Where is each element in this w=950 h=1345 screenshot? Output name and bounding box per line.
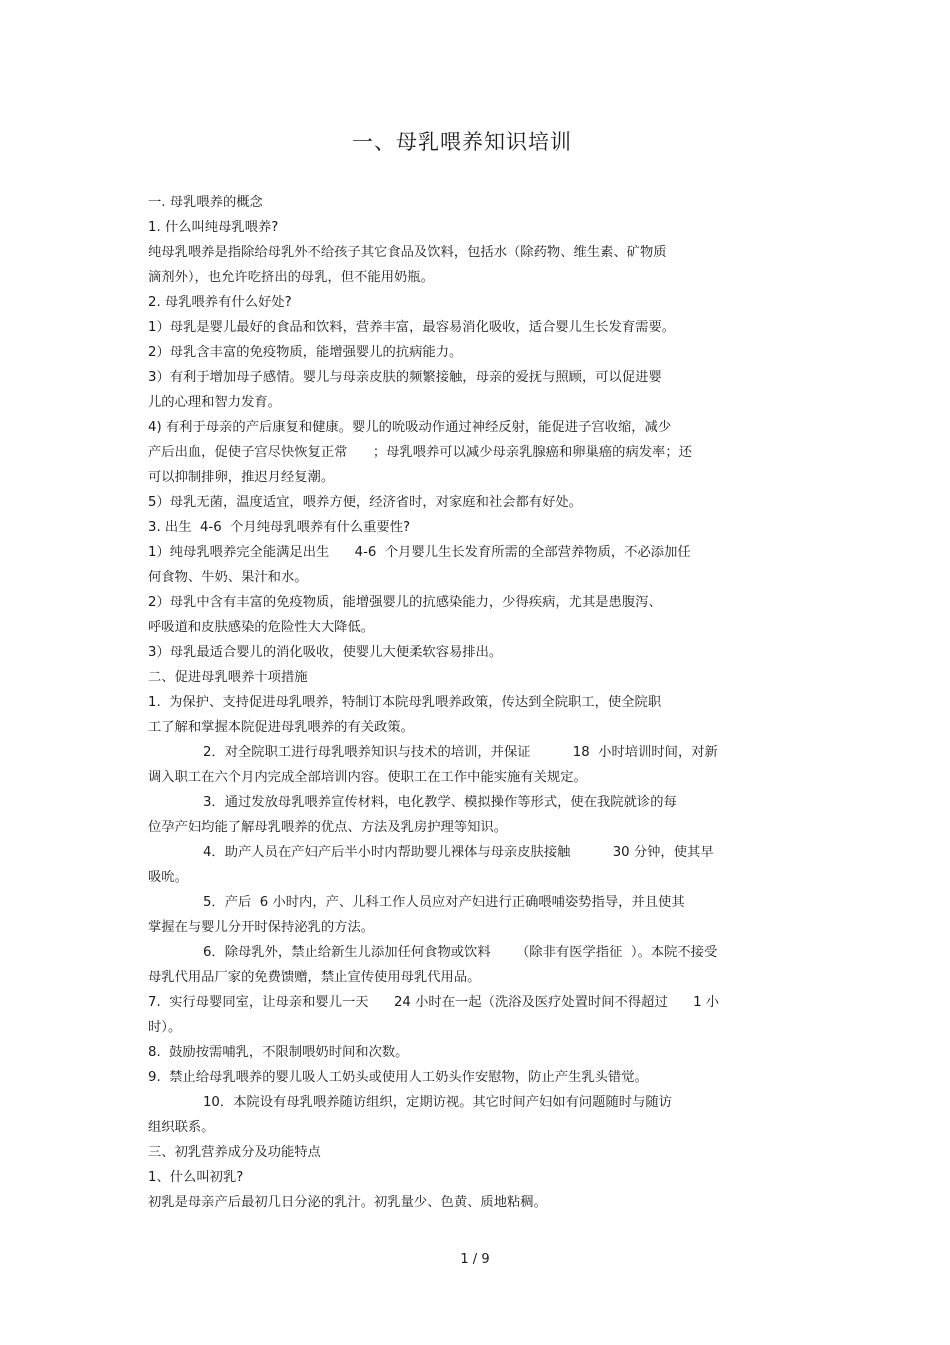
text-line: 7. 实行母婴同室，让母亲和婴儿一天 24 小时在一起（洗浴及医疗处置时间不得超过 1 小: [148, 995, 720, 1010]
text-line: 产后出血，促使子宫尽快恢复正常 ；母乳喂养可以减少母亲乳腺癌和卵巢癌的病发率；还: [148, 445, 692, 460]
text-line: 呼吸道和皮肤感染的危险性大大降低。: [148, 620, 375, 635]
text-line: 吸吮。: [148, 870, 188, 885]
text-line: 滴剂外），也允许吃挤出的母乳，但不能用奶瓶。: [148, 270, 434, 285]
text-line: 1、什么叫初乳?: [148, 1170, 244, 1185]
text-line: 4) 有利于母亲的产后康复和健康。婴儿的吮吸动作通过神经反射，能促进子宫收缩，减少: [148, 420, 672, 435]
text-line: 可以抑制排卵，推迟月经复潮。: [148, 470, 335, 485]
text-line: 调入职工在六个月内完成全部培训内容。使职工在工作中能实施有关规定。: [148, 770, 587, 785]
text-line: 6．除母乳外，禁止给新生儿添加任何食物或饮料 （除非有医学指征 ）。本院不接受: [148, 945, 718, 960]
text-line: 2. 母乳喂养有什么好处?: [148, 295, 292, 310]
text-line: 9. 禁止给母乳喂养的婴儿吸人工奶头或使用人工奶头作安慰物，防止产生乳头错觉。: [148, 1070, 648, 1085]
text-line: 1. 为保护、支持促进母乳喂养，特制订本院母乳喂养政策，传达到全院职工，使全院职: [148, 695, 662, 710]
text-line: 4．助产人员在产妇产后半小时内帮助婴儿裸体与母亲皮肤接触 30 分钟，使其早: [148, 845, 714, 860]
page-number: 1 / 9: [460, 1252, 490, 1267]
text-line: 位孕产妇均能了解母乳喂养的优点、方法及乳房护理等知识。: [148, 820, 508, 835]
text-line: 3．通过发放母乳喂养宣传材料，电化教学、模拟操作等形式，使在我院就诊的每: [148, 795, 677, 810]
text-line: 1）纯母乳喂养完全能满足出生 4-6 个月婴儿生长发育所需的全部营养物质，不必添加任: [148, 545, 691, 560]
text-line: 3）母乳最适合婴儿的消化吸收，使婴儿大便柔软容易排出。: [148, 645, 503, 660]
text-line: 何食物、牛奶、果汁和水。: [148, 570, 308, 585]
text-line: 母乳代用品厂家的免费馈赠，禁止宣传使用母乳代用品。: [148, 970, 481, 985]
text-line: 一. 母乳喂养的概念: [148, 195, 263, 210]
text-line: 纯母乳喂养是指除给母乳外不给孩子其它食品及饮料，包括水（除药物、维生素、矿物质: [148, 245, 667, 260]
text-line: 1）母乳是婴儿最好的食品和饮料，营养丰富，最容易消化吸收，适合婴儿生长发育需要。: [148, 320, 676, 335]
text-line: 二、促进母乳喂养十项措施: [148, 670, 308, 685]
text-line: 5）母乳无菌，温度适宜，喂养方便，经济省时，对家庭和社会都有好处。: [148, 495, 582, 510]
text-line: 8. 鼓励按需哺乳，不限制喂奶时间和次数。: [148, 1045, 409, 1060]
text-line: 2）母乳含丰富的免疫物质，能增强婴儿的抗病能力。: [148, 345, 463, 360]
text-line: 组织联系。: [148, 1120, 215, 1135]
text-line: 2）母乳中含有丰富的免疫物质，能增强婴儿的抗感染能力，少得疾病，尤其是患腹泻、: [148, 595, 662, 610]
document-title: 一、母乳喂养知识培训: [352, 130, 572, 154]
text-line: 三、初乳营养成分及功能特点: [148, 1145, 321, 1160]
text-line: 初乳是母亲产后最初几日分泌的乳汁。初乳量少、色黄、质地粘稠。: [148, 1195, 547, 1210]
text-line: 3. 出生 4-6 个月纯母乳喂养有什么重要性?: [148, 520, 411, 535]
text-line: 3）有利于增加母子感情。婴儿与母亲皮肤的频繁接触，母亲的爱抚与照顾，可以促进婴: [148, 370, 662, 385]
text-line: 1. 什么叫纯母乳喂养?: [148, 220, 279, 235]
text-line: 掌握在与婴儿分开时保持泌乳的方法。: [148, 920, 375, 935]
text-line: 时）。: [148, 1020, 182, 1035]
text-line: 2．对全院职工进行母乳喂养知识与技术的培训，并保证 18 小时培训时间，对新: [148, 745, 718, 760]
text-line: 儿的心理和智力发育。: [148, 395, 281, 410]
text-line: 10．本院设有母乳喂养随访组织，定期访视。其它时间产妇如有问题随时与随访: [148, 1095, 672, 1110]
text-line: 5．产后 6 小时内，产、儿科工作人员应对产妇进行正确喂哺姿势指导，并且使其: [148, 895, 685, 910]
text-line: 工了解和掌握本院促进母乳喂养的有关政策。: [148, 720, 414, 735]
